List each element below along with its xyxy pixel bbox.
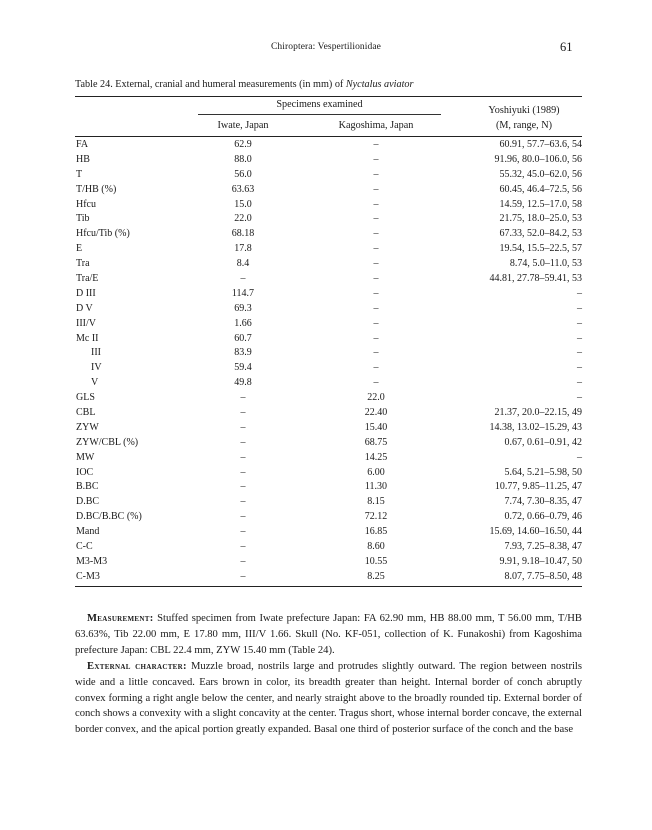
- yoshiyuki-value: 19.54, 15.5–22.5, 57: [499, 243, 582, 255]
- table-row: [0, 422, 652, 437]
- yoshiyuki-value: 7.74, 7.30–8.35, 47: [504, 496, 582, 508]
- table-row: [0, 452, 652, 467]
- iwate-value: 88.0: [234, 153, 252, 165]
- row-label: CBL: [76, 407, 96, 419]
- row-label: D III: [76, 287, 96, 299]
- iwate-value: 114.7: [231, 287, 255, 299]
- iwate-value: –: [240, 511, 246, 523]
- external-character-text: Muzzle broad, nostrils large and protrudes slightly outward. The region between nostrils wide and a little concaved. Ears brown in color, its breadth greater than height. Internal border of conch abruptly convex forming a right angle below the center, and nearly straight above to the broadly rounded tip. External border of conch shows a convexity with a slight concavity at the center. Tragus short, whose internal border concave, the external border convex, and the apical portion greatly expanded. Basal one third of posterior surface of the conch and the base: [75, 660, 582, 736]
- table-row: [0, 228, 652, 243]
- kagoshima-value: –: [373, 183, 379, 195]
- kagoshima-value: –: [373, 198, 379, 210]
- row-label: V: [91, 377, 99, 389]
- row-label: D.BC: [76, 496, 100, 508]
- table-row: [0, 437, 652, 452]
- iwate-value: 83.9: [234, 347, 252, 359]
- iwate-value: 15.0: [234, 198, 252, 210]
- table-row: [0, 333, 652, 348]
- table-row: [0, 571, 652, 586]
- table-row: [0, 154, 652, 169]
- row-label: Tib: [76, 213, 90, 225]
- row-label: Tra/E: [76, 273, 99, 285]
- row-label: E: [76, 243, 83, 255]
- iwate-value: 8.4: [236, 258, 250, 270]
- row-label: Hfcu/Tib (%): [76, 228, 130, 240]
- iwate-value: –: [240, 466, 246, 478]
- row-label: GLS: [76, 392, 95, 404]
- iwate-value: 17.8: [234, 243, 252, 255]
- yoshiyuki-value: 7.93, 7.25–8.38, 47: [504, 541, 582, 553]
- kagoshima-value: –: [373, 168, 379, 180]
- iwate-value: 56.0: [234, 168, 252, 180]
- table-row: [0, 481, 652, 496]
- yoshiyuki-value: 60.45, 46.4–72.5, 56: [499, 183, 582, 195]
- iwate-value: –: [240, 421, 246, 433]
- kagoshima-value: –: [373, 347, 379, 359]
- table-header-rule: [75, 136, 582, 137]
- table-row: [0, 407, 652, 422]
- yoshiyuki-value: –: [577, 392, 582, 404]
- table-row: [0, 169, 652, 184]
- body-text: [75, 611, 582, 738]
- row-label: C-C: [76, 541, 93, 553]
- iwate-value: 49.8: [234, 377, 252, 389]
- row-label: IOC: [76, 466, 94, 478]
- specimens-header-rule: [198, 114, 441, 115]
- table-row: [0, 377, 652, 392]
- kagoshima-value: –: [373, 139, 379, 150]
- table-row: [0, 273, 652, 288]
- yoshiyuki-value: 44.81, 27.78–59.41, 53: [489, 273, 582, 285]
- yoshiyuki-value: 5.64, 5.21–5.98, 50: [504, 466, 582, 478]
- table-row: [0, 347, 652, 362]
- table-top-rule: [75, 96, 582, 97]
- yoshiyuki-header-line2: (M, range, N): [495, 120, 552, 131]
- row-label: T: [76, 168, 83, 180]
- kagoshima-value: –: [373, 228, 379, 240]
- kagoshima-value: –: [373, 317, 379, 329]
- table-row: [0, 139, 652, 154]
- iwate-value: 63.63: [231, 183, 255, 195]
- iwate-value: –: [240, 496, 246, 508]
- row-label: D.BC/B.BC (%): [76, 511, 142, 523]
- iwate-value: 62.9: [234, 139, 252, 150]
- table-row: [0, 184, 652, 199]
- yoshiyuki-value: 8.74, 5.0–11.0, 53: [509, 258, 582, 270]
- kagoshima-value: –: [373, 273, 379, 285]
- iwate-value: 59.4: [234, 362, 252, 374]
- yoshiyuki-value: 21.75, 18.0–25.0, 53: [499, 213, 582, 225]
- species-name: Nyctalus aviator: [345, 79, 414, 90]
- yoshiyuki-value: –: [577, 347, 582, 359]
- row-label: IV: [91, 362, 102, 374]
- row-label: T/HB (%): [76, 183, 117, 195]
- table-row: [0, 213, 652, 228]
- table-caption-text: Table 24. External, cranial and humeral measurements (in mm) of: [75, 79, 346, 90]
- row-label: C-M3: [76, 570, 100, 582]
- iwate-value: –: [240, 407, 246, 419]
- yoshiyuki-value: 9.91, 9.18–10.47, 50: [499, 555, 582, 567]
- kagoshima-value: 22.40: [364, 407, 388, 419]
- row-label: FA: [76, 139, 89, 150]
- table-row: [0, 318, 652, 333]
- table-body: [0, 139, 652, 586]
- yoshiyuki-value: –: [577, 451, 582, 463]
- iwate-value: 69.3: [234, 302, 252, 314]
- yoshiyuki-value: 15.69, 14.60–16.50, 44: [489, 526, 582, 538]
- kagoshima-value: 72.12: [364, 511, 388, 523]
- table-bottom-rule: [75, 586, 582, 587]
- table-row: [0, 258, 652, 273]
- table-row: [0, 199, 652, 214]
- iwate-value: –: [240, 273, 246, 285]
- yoshiyuki-value: –: [577, 377, 582, 389]
- yoshiyuki-value: 67.33, 52.0–84.2, 53: [499, 228, 582, 240]
- yoshiyuki-value: 0.72, 0.66–0.79, 46: [504, 511, 582, 523]
- yoshiyuki-value: 60.91, 57.7–63.6, 54: [499, 139, 582, 150]
- table-row: [0, 467, 652, 482]
- table-row: [0, 511, 652, 526]
- yoshiyuki-value: 0.67, 0.61–0.91, 42: [504, 436, 582, 448]
- kagoshima-value: –: [373, 213, 379, 225]
- measurement-heading: Measurement:: [87, 613, 154, 624]
- iwate-value: –: [240, 541, 246, 553]
- external-character-heading: External character:: [87, 660, 187, 672]
- row-label: Mand: [76, 526, 100, 538]
- kagoshima-value: –: [373, 287, 379, 299]
- yoshiyuki-value: 14.59, 12.5–17.0, 58: [499, 198, 582, 210]
- iwate-value: –: [240, 526, 246, 538]
- kagoshima-value: –: [373, 362, 379, 374]
- iwate-value: –: [240, 392, 246, 404]
- row-label: Tra: [76, 258, 90, 270]
- table-row: [0, 288, 652, 303]
- table-row: [0, 303, 652, 318]
- table-caption: [75, 79, 585, 90]
- yoshiyuki-header-line1: Yoshiyuki (1989): [488, 105, 560, 116]
- yoshiyuki-value: –: [577, 287, 582, 299]
- yoshiyuki-value: 21.37, 20.0–22.15, 49: [494, 407, 582, 419]
- iwate-value: 1.66: [234, 317, 252, 329]
- row-label: Hfcu: [76, 198, 96, 210]
- running-head: Chiroptera: Vespertilionidae: [271, 42, 381, 52]
- kagoshima-value: –: [373, 302, 379, 314]
- yoshiyuki-column-header: [466, 103, 582, 133]
- kagoshima-value: –: [373, 243, 379, 255]
- kagoshima-value: 8.60: [367, 541, 385, 553]
- table-row: [0, 392, 652, 407]
- kagoshima-value: 16.85: [364, 526, 388, 538]
- yoshiyuki-value: –: [577, 302, 582, 314]
- iwate-value: –: [240, 570, 246, 582]
- iwate-value: 68.18: [231, 228, 255, 240]
- yoshiyuki-value: –: [577, 362, 582, 374]
- page-number: 61: [560, 40, 573, 54]
- kagoshima-value: –: [373, 377, 379, 389]
- kagoshima-value: 6.00: [367, 466, 385, 478]
- iwate-column-header: Iwate, Japan: [217, 120, 269, 131]
- yoshiyuki-value: –: [577, 332, 582, 344]
- measurement-text: Stuffed specimen from Iwate prefecture Japan: FA 62.90 mm, HB 88.00 mm, T 56.00 mm, T/HB 63.63%, Tib 22.00 mm, E 17.80 mm, III/V 1.66. Skull (No. KF-051, collection of K. Funakoshi) from Kagoshima prefecture Japan: CBL 22.4 mm, ZYW 15.40 mm (Table 24).: [75, 613, 582, 656]
- iwate-value: 60.7: [234, 332, 252, 344]
- iwate-value: –: [240, 555, 246, 567]
- yoshiyuki-value: 91.96, 80.0–106.0, 56: [494, 153, 582, 165]
- iwate-value: –: [240, 436, 246, 448]
- kagoshima-value: 10.55: [364, 555, 388, 567]
- kagoshima-value: 68.75: [364, 436, 388, 448]
- specimens-examined-header: Specimens examined: [276, 99, 363, 110]
- row-label: MW: [76, 451, 95, 463]
- kagoshima-column-header: Kagoshima, Japan: [338, 120, 414, 131]
- row-label: III: [91, 347, 101, 359]
- external-character-paragraph: [75, 659, 582, 739]
- kagoshima-value: 8.15: [367, 496, 385, 508]
- row-label: M3-M3: [76, 555, 108, 567]
- kagoshima-value: 15.40: [364, 421, 388, 433]
- yoshiyuki-value: –: [577, 317, 582, 329]
- kagoshima-value: 22.0: [367, 392, 385, 404]
- yoshiyuki-value: 8.07, 7.75–8.50, 48: [504, 570, 582, 582]
- table-row: [0, 556, 652, 571]
- table-row: [0, 362, 652, 377]
- kagoshima-value: –: [373, 258, 379, 270]
- kagoshima-value: –: [373, 332, 379, 344]
- yoshiyuki-value: 55.32, 45.0–62.0, 56: [499, 168, 582, 180]
- yoshiyuki-value: 14.38, 13.02–15.29, 43: [489, 421, 582, 433]
- row-label: ZYW: [76, 421, 99, 433]
- yoshiyuki-value: 10.77, 9.85–11.25, 47: [494, 481, 582, 493]
- row-label: ZYW/CBL (%): [76, 436, 139, 448]
- kagoshima-value: 11.30: [364, 481, 388, 493]
- table-row: [0, 496, 652, 511]
- kagoshima-value: 8.25: [367, 570, 385, 582]
- iwate-value: 22.0: [234, 213, 252, 225]
- kagoshima-value: 14.25: [364, 451, 388, 463]
- table-row: [0, 243, 652, 258]
- kagoshima-value: –: [373, 153, 379, 165]
- row-label: B.BC: [76, 481, 99, 493]
- row-label: Mc II: [76, 332, 99, 344]
- iwate-value: –: [240, 481, 246, 493]
- measurement-paragraph: [75, 611, 582, 659]
- row-label: HB: [76, 153, 90, 165]
- table-row: [0, 541, 652, 556]
- row-label: D V: [76, 302, 93, 314]
- table-row: [0, 526, 652, 541]
- row-label: III/V: [76, 317, 96, 329]
- iwate-value: –: [240, 451, 246, 463]
